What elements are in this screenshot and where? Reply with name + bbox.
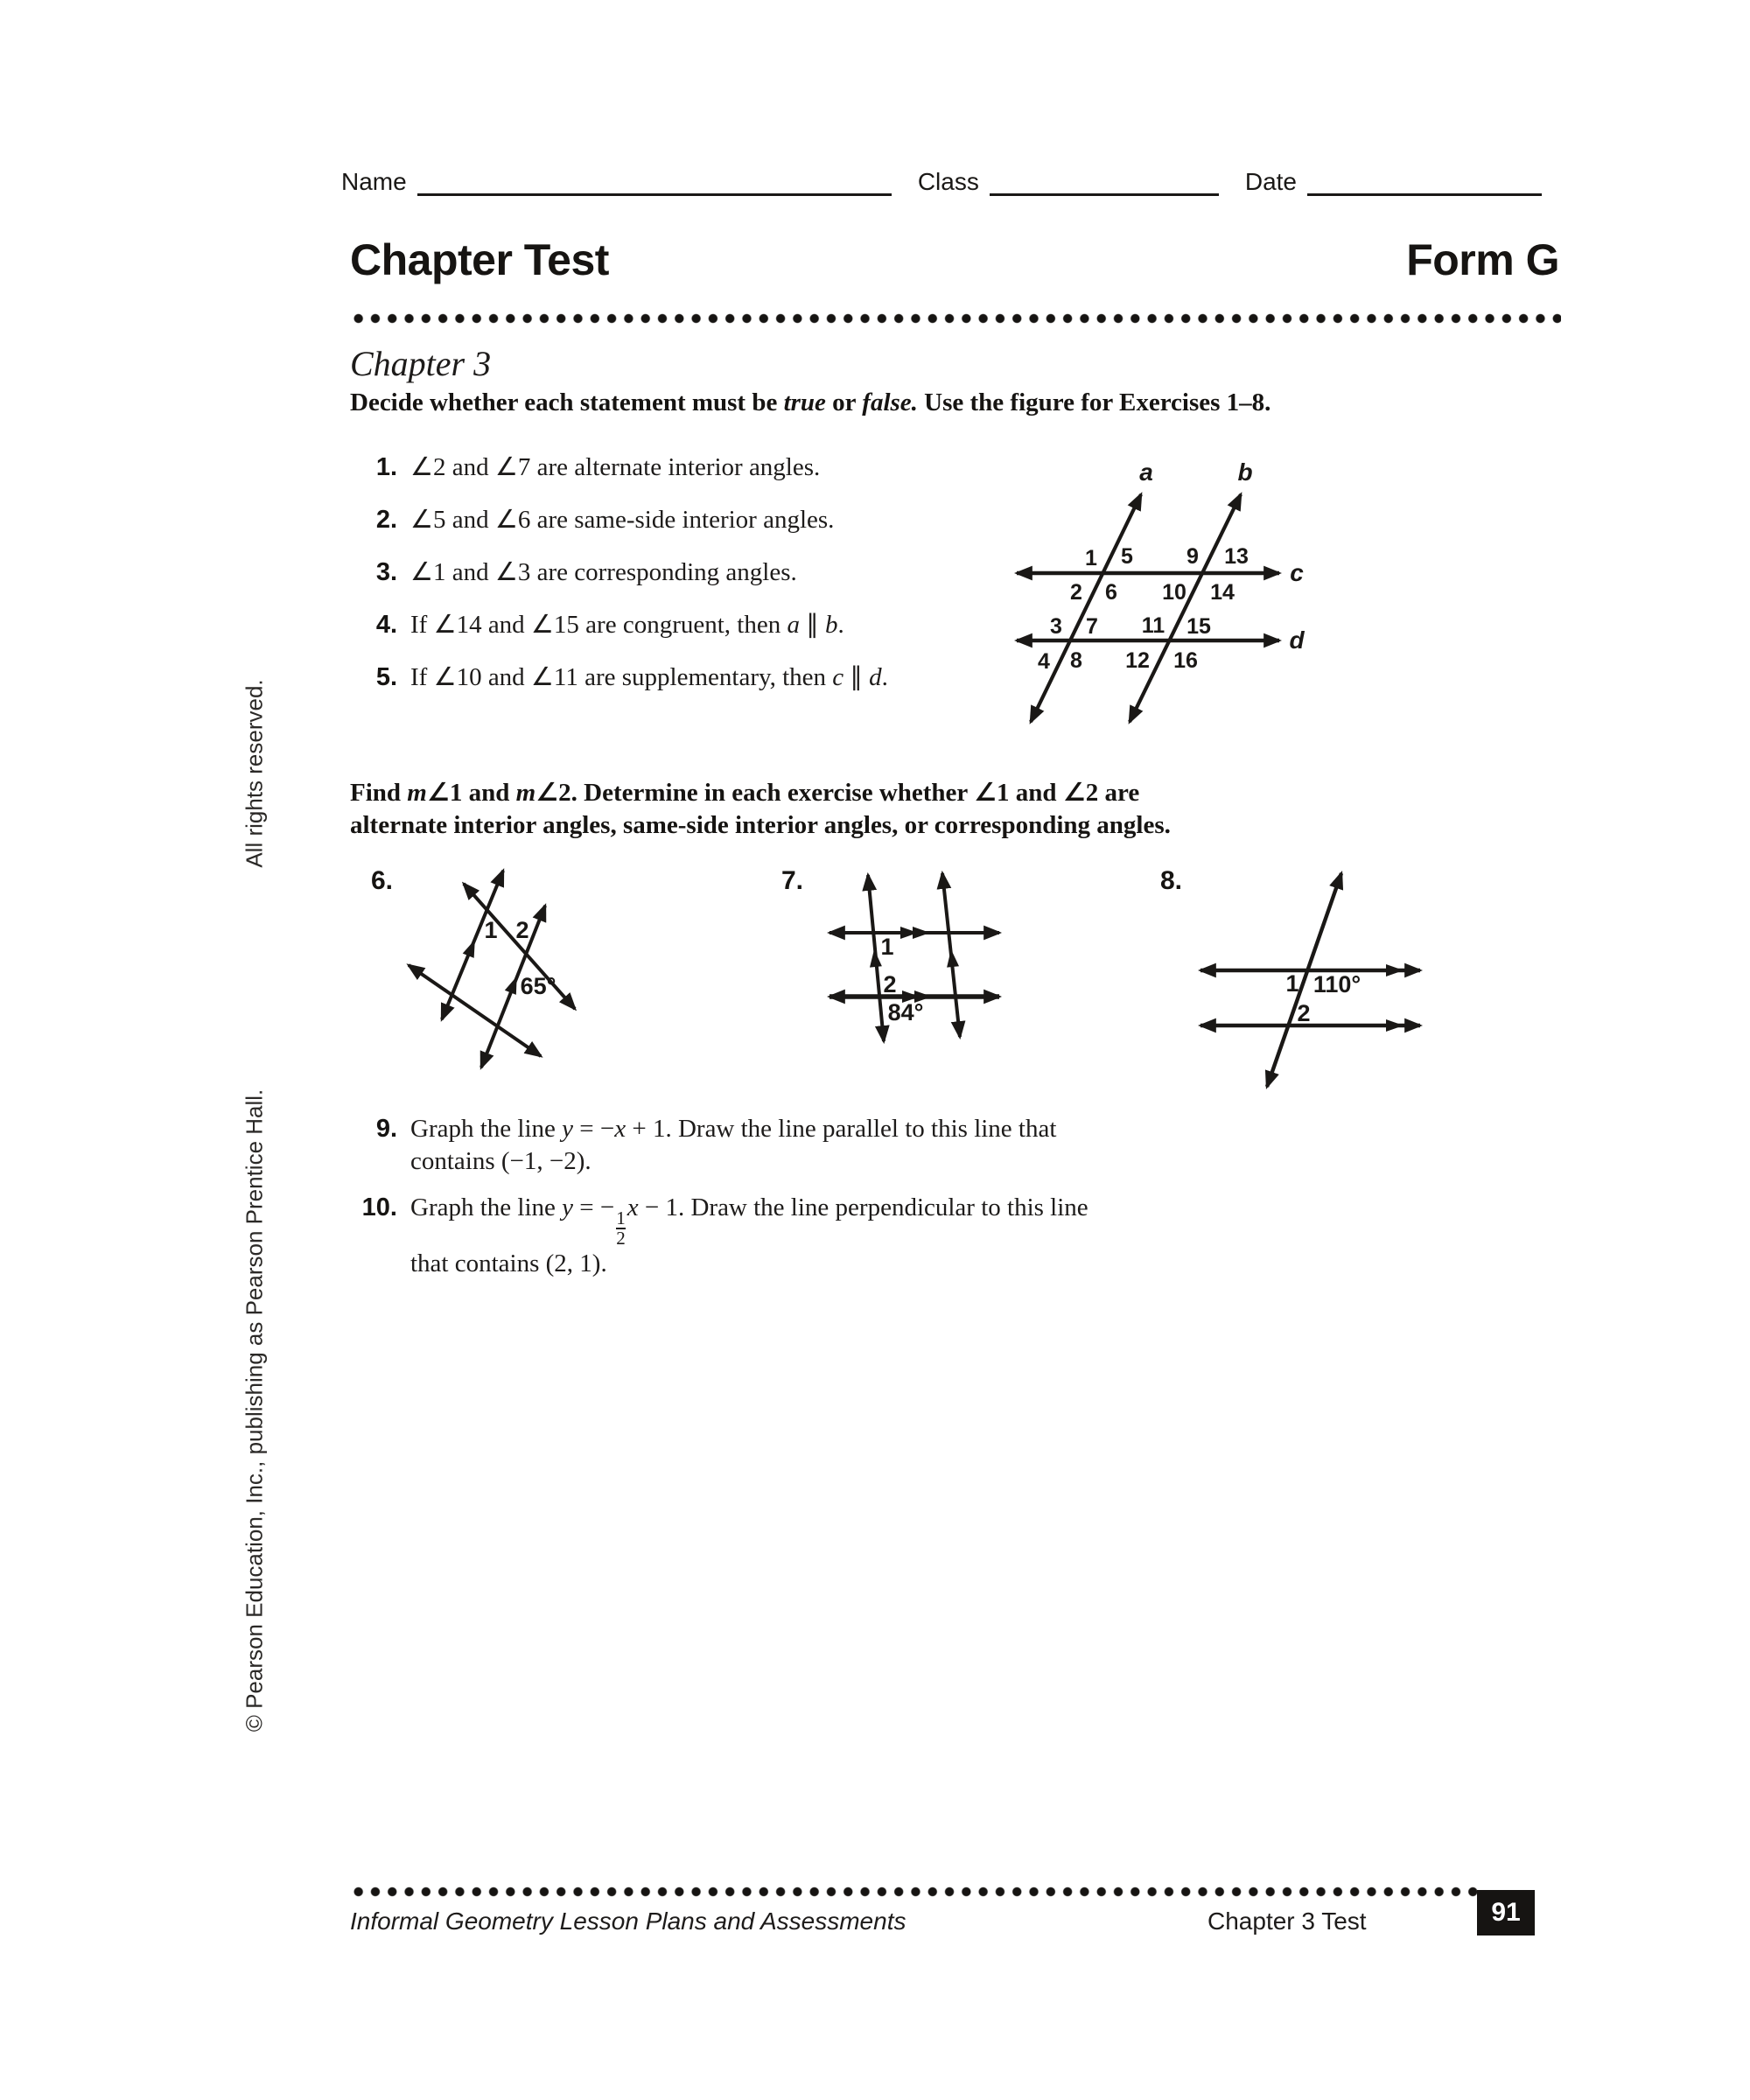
copyright-text: © Pearson Education, Inc., publishing as Pearson Prentice Hall. [241,1088,268,1732]
exercise8-number: 8. [1160,866,1183,895]
date-label: Date [1244,168,1297,195]
problem-text: If ∠10 and ∠11 are supplementary, then [410,663,833,691]
id-row [341,170,1542,196]
given-angle-label: 110° [1312,971,1362,998]
problem9-line2: contains (−1, −2). [410,1147,592,1175]
angle2-label: 2 [515,917,529,943]
angle-label: 15 [1186,614,1211,639]
chapter-subtitle: Chapter 3 [350,344,492,383]
instr2-line2: alternate interior angles, same-side interior angles, or corresponding angles. [350,811,1171,839]
angle-label: 16 [1173,648,1198,673]
problem-4: 4. If ∠14 and ∠15 are congruent, then a ∥ b. [355,609,1020,641]
problem-5: 5. If ∠10 and ∠11 are supplementary, then c ∥ d. [355,662,1020,694]
title-row [350,236,1559,284]
angle-label: 9 [1186,544,1199,569]
footer-section-label: Chapter 3 Test [1208,1908,1367,1935]
exercise7-number: 7. [781,866,804,895]
problem-number: 4. [375,611,397,639]
angle-label: 2 [1070,580,1082,605]
problem-10 [355,1192,1143,1280]
problem-text: ∠1 and ∠3 are corresponding angles. [410,558,797,586]
class-blank-line [990,189,1219,196]
parallel-mark-icon [463,937,481,958]
transversal-1 [464,884,575,1009]
figure-exercise8 [1190,862,1444,1098]
instr1-false-word: false. [862,388,918,416]
line-a [1031,494,1141,722]
parallel-mark-icon [913,927,930,939]
angle-label: 13 [1224,544,1249,569]
figure-exercise6 [385,862,604,1081]
angle-label: 11 [1141,613,1166,638]
angle2-label: 2 [883,971,897,998]
instructions-find-angles [350,777,1278,842]
problem-text: ∠5 and ∠6 are same-side interior angles. [410,506,835,534]
form-label: Form G [1406,235,1559,284]
problem10-line2: that contains (2, 1). [410,1250,607,1278]
problem-text: ∠2 and ∠7 are alternate interior angles. [410,453,821,481]
problem9-line1: Graph the line y = −x + 1. Draw the line parallel to this line that [410,1115,1057,1143]
problem-number: 10. [361,1194,397,1222]
line-b-label: b [1237,458,1253,486]
footer-book-title: Informal Geometry Lesson Plans and Assessments [350,1908,906,1935]
rights-reserved-text: All rights reserved. [241,679,268,868]
problem-9 [355,1113,1108,1178]
angle-label: 4 [1038,649,1050,674]
problem-number: 1. [375,453,397,481]
angle1-label: 1 [484,917,498,943]
name-blank-line [417,189,892,196]
problem-number: 9. [375,1115,397,1143]
angle-label: 1 [1085,546,1097,570]
page-title: Chapter Test [350,235,609,284]
instr1-text: or [825,388,863,416]
dotted-rule-bottom [350,1886,1479,1897]
angle-label: 3 [1050,614,1062,639]
angle-label: 8 [1070,648,1082,673]
line-a-label: a [1139,458,1153,486]
angle-label: 12 [1125,648,1150,673]
figure-parallel-lines-main [1006,451,1321,748]
problem-number: 5. [375,663,397,691]
angle2-label: 2 [1297,1000,1311,1026]
date-blank-line [1307,189,1542,196]
parallel-mark-icon [945,948,959,967]
name-label: Name [341,168,407,195]
given-angle-label: 65° [520,973,556,999]
instructions-true-false [350,387,1312,419]
instr2-line1: Find m∠1 and m∠2. Determine in each exercise whether ∠1 and ∠2 are [350,779,1140,807]
problem-2 [355,504,1020,536]
angle-label: 10 [1162,580,1186,605]
instr1-true-word: true [783,388,826,416]
page-number-badge [1477,1890,1535,1936]
problem-3 [355,556,1020,589]
dotted-rule-top [350,313,1561,324]
angle-label: 6 [1105,580,1117,605]
instr1-text: Use the figure for Exercises 1–8. [917,388,1271,416]
problem-number: 2. [375,506,397,534]
angle-label: 5 [1121,544,1133,569]
line-d-label: d [1289,626,1305,654]
class-label: Class [917,168,979,195]
exercise6-number: 6. [371,866,394,895]
angle-number-labels [1038,544,1249,674]
fraction-one-half: $\frac{1}{2}$ [616,1208,626,1249]
given-angle-label: 84° [887,999,924,1026]
line-c-label: c [1290,559,1304,586]
line-b [1130,494,1241,722]
angle-label: 14 [1210,580,1235,605]
angle-label: 7 [1086,614,1098,639]
problem-text: If ∠14 and ∠15 are congruent, then [410,611,788,639]
angle1-label: 1 [880,934,894,960]
angle1-label: 1 [1285,970,1299,997]
parallel-mark-icon [1386,964,1404,976]
problem-1 [355,452,1020,484]
page-number: 91 [1491,1898,1521,1927]
problem-number: 3. [375,558,397,586]
parallel-mark-icon [1386,1019,1404,1032]
figure-exercise7 [822,866,1015,1050]
instr1-text: Decide whether each statement must be [350,388,784,416]
problem10-line1: Graph the line y = − $\frac{1}{2}$ x − 1. Draw the line perpendicular to this line [410,1194,1088,1249]
